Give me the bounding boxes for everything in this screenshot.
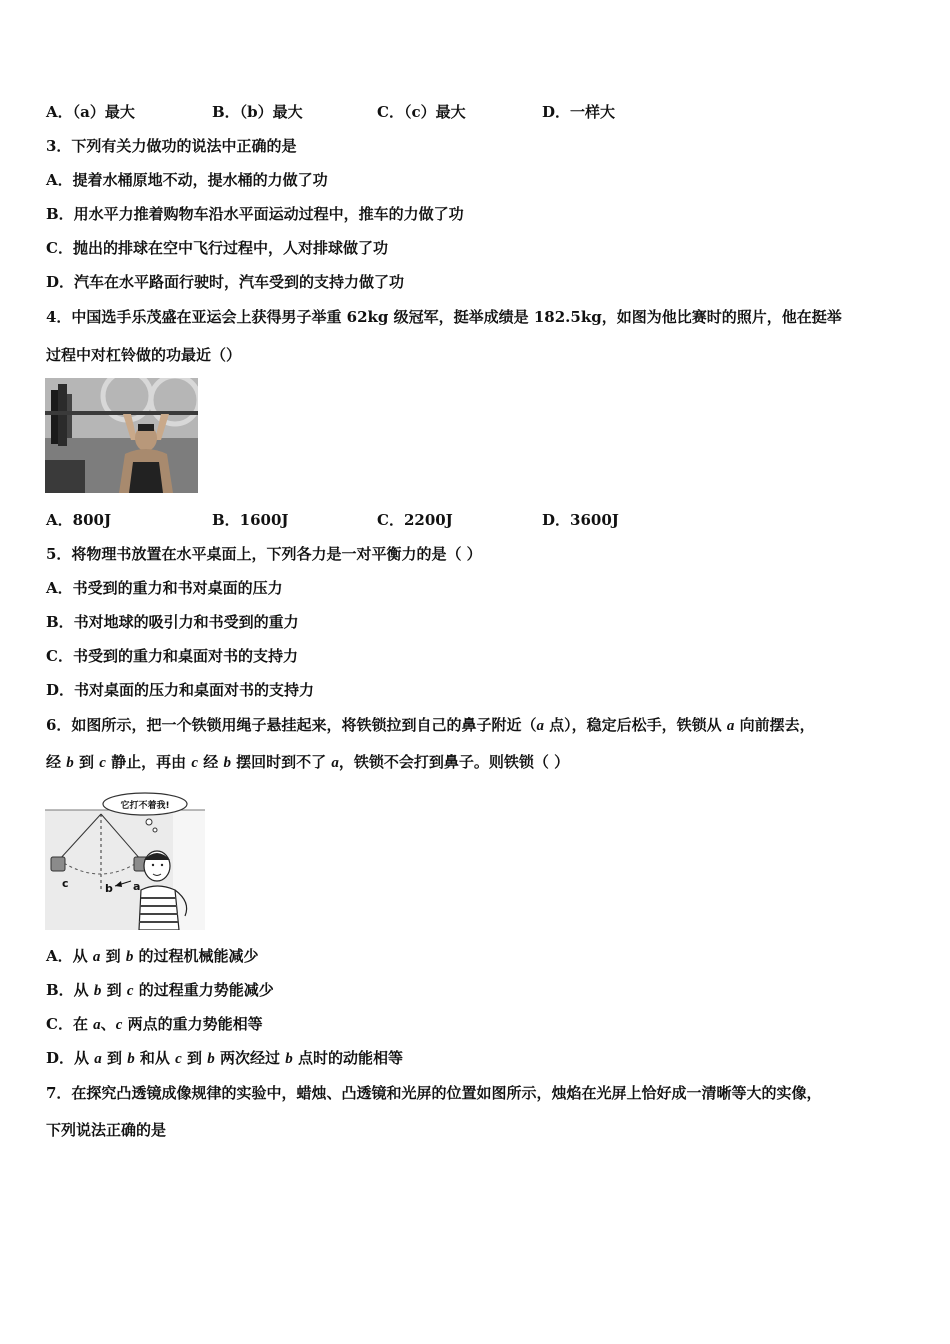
q5-option-d: D．书对桌面的压力和桌面对书的支持力 — [46, 681, 315, 699]
label-b: b — [105, 882, 113, 895]
q4-option-d: D．3600J — [542, 511, 619, 529]
label-c: c — [62, 877, 69, 890]
q6-stem-line2: 经 b 到 c 静止，再由 c 经 b 摆回时到不了 a，铁锁不会打到鼻子。则铁锁（ ） — [46, 753, 570, 771]
q6-option-c: C．在 a、c 两点的重力势能相等 — [46, 1015, 263, 1033]
q4-option-c: C．2200J — [377, 511, 453, 529]
q2-option-d: D．一样大 — [542, 103, 616, 121]
q6-option-d: D．从 a 到 b 和从 c 到 b 两次经过 b 点时的动能相等 — [46, 1049, 403, 1067]
q3-option-a: A．提着水桶原地不动，提水桶的力做了功 — [46, 171, 328, 189]
q5-option-a: A．书受到的重力和书对桌面的压力 — [46, 579, 283, 597]
q3-option-b: B．用水平力推着购物车沿水平面运动过程中，推车的力做了功 — [46, 205, 464, 223]
q6-option-b: B．从 b 到 c 的过程重力势能减少 — [46, 981, 274, 999]
q3-option-d: D．汽车在水平路面行驶时，汽车受到的支持力做了功 — [46, 273, 405, 291]
q5-option-c: C．书受到的重力和桌面对书的支持力 — [46, 647, 298, 665]
speech-bubble-text: 它打不着我! — [120, 801, 170, 811]
q6-option-a: A．从 a 到 b 的过程机械能减少 — [46, 947, 259, 965]
q7-stem-line1: 7．在探究凸透镜成像规律的实验中，蜡烛、凸透镜和光屏的位置如图所示，烛焰在光屏上恰好成一清晰等大的实像， — [46, 1084, 822, 1102]
q2-option-a: A．（a）最大 — [46, 103, 135, 121]
q6-stem-line1: 6．如图所示，把一个铁锁用绳子悬挂起来，将铁锁拉到自己的鼻子附近（a 点），稳定后松手，铁锁从 a 向前摆去， — [46, 716, 815, 734]
q4-stem-line1: 4．中国选手乐茂盛在亚运会上获得男子举重 62kg 级冠军，挺举成绩是 182.5kg，如图为他比赛时的照片，他在挺举 — [46, 308, 842, 326]
label-a: a — [133, 880, 141, 893]
q4-stem-line2: 过程中对杠铃做的功最近（） — [46, 346, 242, 364]
q2-option-c: C．（c）最大 — [377, 103, 466, 121]
q5-option-b: B．书对地球的吸引力和书受到的重力 — [46, 613, 299, 631]
q3-option-c: C．抛出的排球在空中飞行过程中，人对排球做了功 — [46, 239, 388, 257]
q5-stem: 5．将物理书放置在水平桌面上，下列各力是一对平衡力的是（ ） — [46, 545, 482, 563]
pendulum-lock-figure — [45, 790, 205, 930]
q3-stem: 3．下列有关力做功的说法中正确的是 — [46, 137, 297, 155]
q7-stem-line2: 下列说法正确的是 — [46, 1121, 167, 1139]
q4-option-b: B．1600J — [212, 511, 289, 529]
q2-option-b: B．（b）最大 — [212, 103, 303, 121]
weightlifter-photo — [45, 378, 198, 493]
q4-option-a: A．800J — [46, 511, 112, 529]
